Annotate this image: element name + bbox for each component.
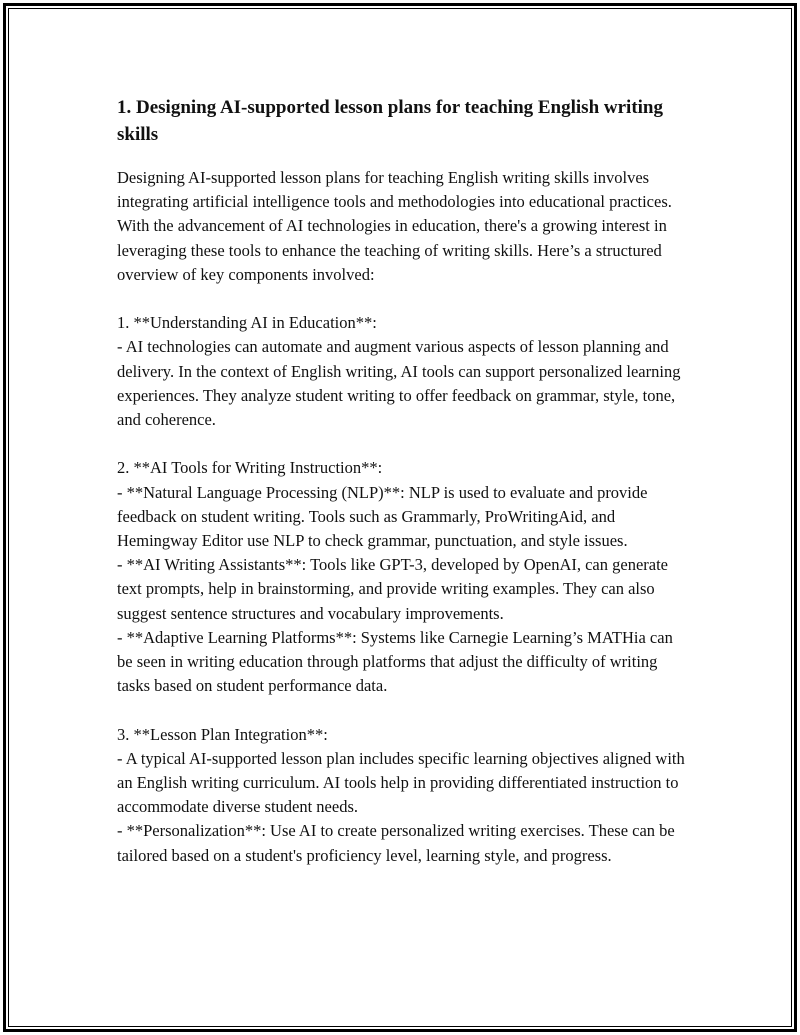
section-lesson-plan-integration: 3. **Lesson Plan Integration**: - A typical AI-supported lesson plan includes specific learning objectives aligned with an English writing curriculum. AI tools help in providing differentiated instruction to accommodate diverse student needs. - **Personalization**: Use AI to create personalized writing exercises. These can be tailored based on a student's proficiency level, learning style, and progress. (117, 724, 685, 865)
section-ai-tools: 2. **AI Tools for Writing Instruction**: - **Natural Language Processing (NLP)**: NLP is used to evaluate and provide feedback on student writing. Tools such as Grammarly, ProWritingAid, and Hemingway Editor use NLP to check grammar, punctuation, and style issues. - **AI Writing Assistants**: Tools like GPT-3, developed by OpenAI, can generate text prompts, help in brainstorming, and provide writing examples. They can also suggest sentence structures and vocabulary improvements. - **Adaptive Learning Platforms**: Systems like Carnegie Learning’s MATHia can be seen in writing education through platforms that adjust the difficulty of writing tasks based on student performance data. (117, 458, 673, 696)
document-body (117, 94, 687, 868)
paragraph-gap (117, 432, 687, 456)
paragraph-gap (117, 698, 687, 722)
intro-paragraph: Designing AI-supported lesson plans for teaching English writing skills involves integrating artificial intelligence tools and methodologies into educational practices. With the advancement of AI technologies in education, there's a growing interest in leveraging these tools to enhance the teaching of writing skills. Here’s a structured overview of key components involved: (117, 168, 672, 284)
paragraph-gap (117, 287, 687, 311)
section-heading: 1. Designing AI-supported lesson plans for teaching English writing skills (117, 97, 663, 145)
section-understanding-ai: 1. **Understanding AI in Education**: - AI technologies can automate and augment various aspects of lesson planning and delivery. In the context of English writing, AI tools can support personalized learning experiences. They analyze student writing to offer feedback on grammar, style, tone, and coherence. (117, 313, 681, 430)
